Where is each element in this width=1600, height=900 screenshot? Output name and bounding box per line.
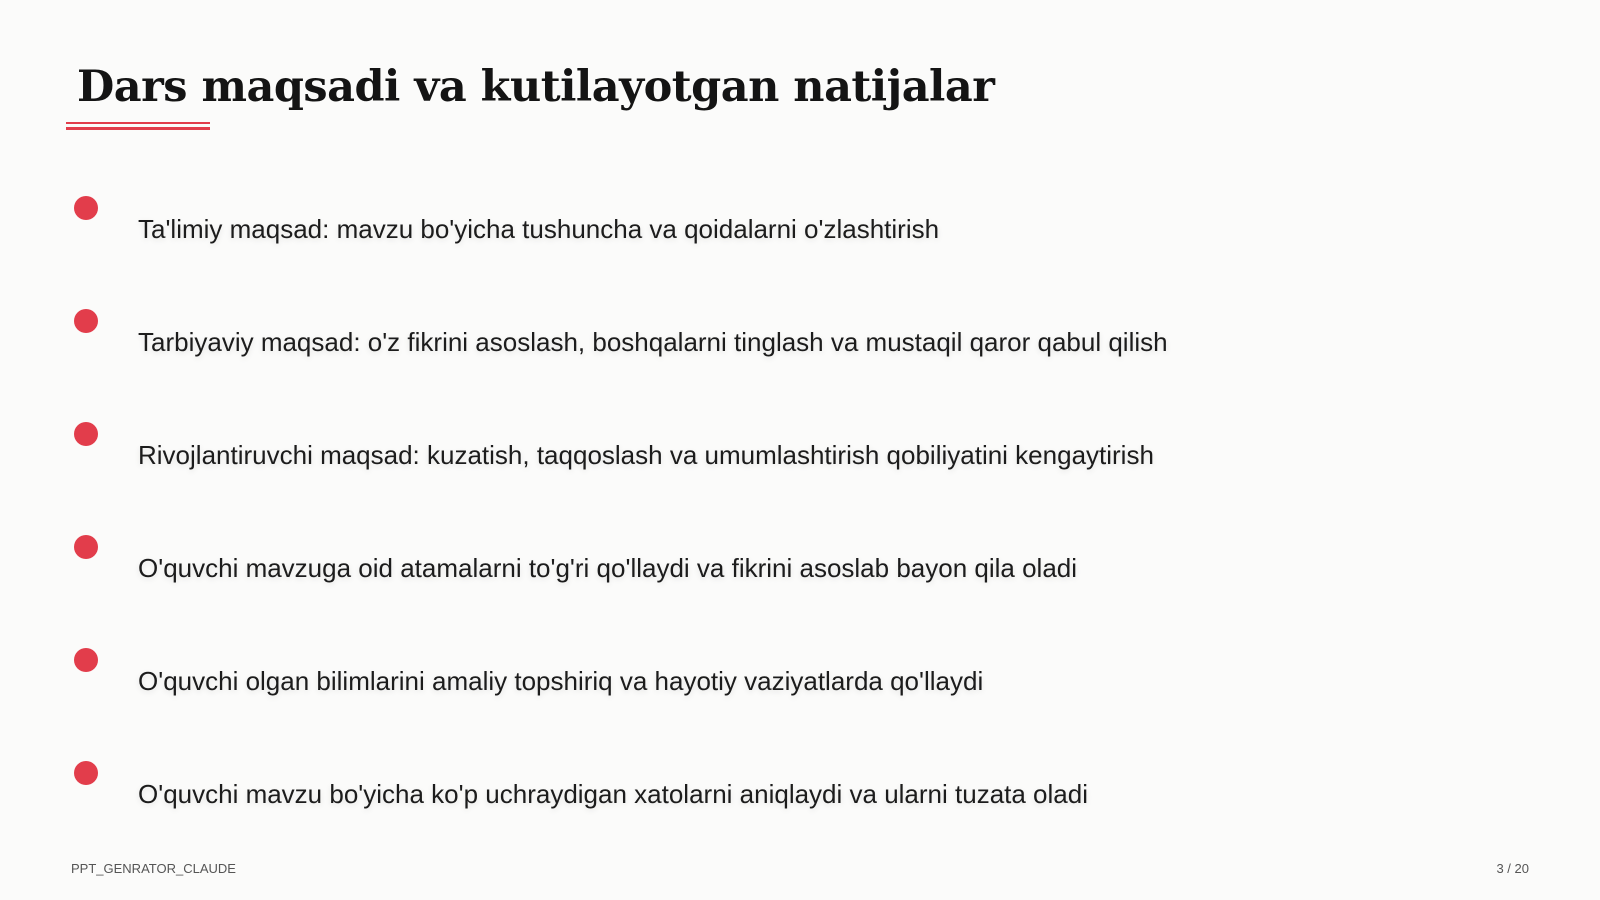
slide-title: Dars maqsadi va kutilayotgan natijalar [77, 62, 995, 112]
list-item [0, 309, 1400, 369]
bullet-text: Rivojlantiruvchi maqsad: kuzatish, taqqoslash va umumlashtirish qobiliyatini kengaytirish [138, 440, 1154, 470]
page-number: 3 / 20 [1496, 861, 1529, 876]
bullet-dot-icon [74, 761, 98, 785]
list-item [0, 535, 1400, 595]
bullet-text: O'quvchi olgan bilimlarini amaliy topshiriq va hayotiy vaziyatlarda qo'llaydi [138, 666, 984, 696]
bullet-dot-icon [74, 648, 98, 672]
list-item [0, 761, 1400, 821]
title-underline [66, 122, 210, 130]
bullet-text: O'quvchi mavzu bo'yicha ko'p uchraydigan xatolarni aniqlaydi va ularni tuzata oladi [138, 779, 1088, 809]
list-item [0, 648, 1400, 708]
bullet-dot-icon [74, 309, 98, 333]
bullet-text: O'quvchi mavzuga oid atamalarni to'g'ri qo'llaydi va fikrini asoslab bayon qila oladi [138, 553, 1078, 583]
bullet-text: Tarbiyaviy maqsad: o'z fikrini asoslash, boshqalarni tinglash va mustaqil qaror qabul qilish [138, 327, 1168, 357]
bullet-dot-icon [74, 535, 98, 559]
bullet-dot-icon [74, 196, 98, 220]
bullet-dot-icon [74, 422, 98, 446]
footer-source: PPT_GENRATOR_CLAUDE [71, 861, 236, 876]
list-item [0, 196, 1400, 256]
list-item [0, 422, 1400, 482]
bullet-text: Ta'limiy maqsad: mavzu bo'yicha tushuncha va qoidalarni o'zlashtirish [138, 214, 940, 244]
